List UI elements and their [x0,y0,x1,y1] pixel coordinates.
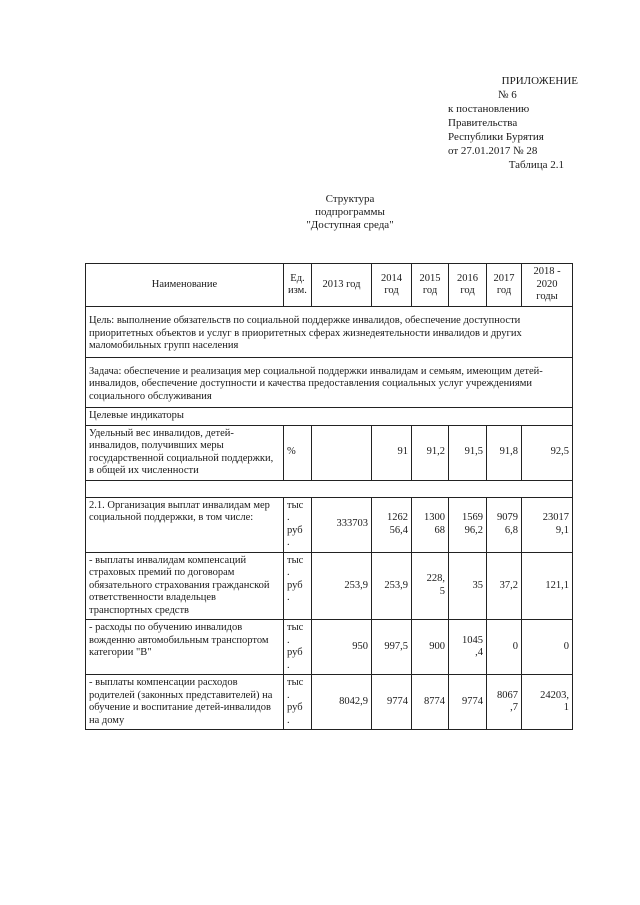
document-title [250,193,450,232]
indicator-row [86,425,573,480]
spacer-cell [86,480,573,497]
subprogram-table [85,263,573,730]
indicator-name: Удельный вес инвалидов, детей-инвалидов, получивших меры государственной социальной поддержки, в общей их численности [86,425,284,480]
task-row [86,357,573,408]
row-2016: 1045 ,4 [449,620,487,675]
goal-row [86,307,573,358]
indicator-2014: 91 [372,425,412,480]
row-2017: 0 [487,620,522,675]
table-row [86,620,573,675]
row-2018-2020: 24203, 1 [522,675,573,730]
appendix-header [448,74,578,172]
col-header-2016: 2016 год [449,264,487,307]
table-label: Таблица 2.1 [508,159,564,171]
appendix-line: к постановлению [448,103,530,115]
appendix-line: Республики Бурятия [448,131,544,143]
title-line: Структура [325,193,375,205]
row-2016: 1569 96,2 [449,497,487,552]
appendix-line: от 27.01.2017 № 28 [448,145,538,157]
row-2017: 37,2 [487,552,522,620]
indicator-2017: 91,8 [487,425,522,480]
row-2018-2020: 23017 9,1 [522,497,573,552]
row-unit: тыс . руб . [284,675,312,730]
row-2015: 900 [412,620,449,675]
appendix-number: № 6 [498,89,517,101]
row-2017: 8067 ,7 [487,675,522,730]
row-name: 2.1. Организация выплат инвалидам мер социальной поддержки, в том числе: [86,497,284,552]
col-header-2013: 2013 год [312,264,372,307]
row-2017: 9079 6,8 [487,497,522,552]
row-name: - выплаты компенсации расходов родителей (законных представителей) на обучение и воспитание детей-инвалидов на дому [86,675,284,730]
col-header-name: Наименование [86,264,284,307]
row-unit: тыс . руб . [284,497,312,552]
col-header-2017: 2017 год [487,264,522,307]
row-2018-2020: 121,1 [522,552,573,620]
row-2016: 35 [449,552,487,620]
row-2014: 997,5 [372,620,412,675]
row-2013: 950 [312,620,372,675]
row-unit: тыс . руб . [284,552,312,620]
row-2015: 8774 [412,675,449,730]
row-name: - расходы по обучению инвалидов вожденню автомобильным транспортом категории "В" [86,620,284,675]
col-header-unit: Ед. изм. [284,264,312,307]
row-2014: 1262 56,4 [372,497,412,552]
row-2013: 333703 [312,497,372,552]
task-text: Задача: обеспечение и реализация мер социальной поддержки инвалидам и семьям, имеющим детей-инвалидов, обеспечение доступности и качества предоставления социальных услуг учреждениями социального обслуживания [86,357,573,408]
col-header-2015: 2015 год [412,264,449,307]
title-line: подпрограммы [315,206,385,218]
table-row [86,552,573,620]
table-header-row [86,264,573,307]
indicators-label: Целевые индикаторы [86,408,573,426]
title-line: "Доступная среда" [306,219,394,231]
table-row [86,675,573,730]
indicator-2013 [312,425,372,480]
indicator-2015: 91,2 [412,425,449,480]
appendix-title: ПРИЛОЖЕНИЕ [501,75,578,87]
goal-text: Цель: выполнение обязательств по социальной поддержке инвалидов, обеспечение доступности приоритетных объектов и услуг в приоритетных сферах жизнедеятельности инвалидов и других маломобильных групп населения [86,307,573,358]
indicator-unit: % [284,425,312,480]
appendix-line: Правительства [448,117,518,129]
indicator-2018-2020: 92,5 [522,425,573,480]
col-header-2014: 2014 год [372,264,412,307]
row-2013: 8042,9 [312,675,372,730]
indicators-label-row [86,408,573,426]
indicator-2016: 91,5 [449,425,487,480]
spacer-row [86,480,573,497]
row-2015: 228, 5 [412,552,449,620]
row-2014: 9774 [372,675,412,730]
table-row [86,497,573,552]
row-2016: 9774 [449,675,487,730]
row-2013: 253,9 [312,552,372,620]
row-2014: 253,9 [372,552,412,620]
row-2015: 1300 68 [412,497,449,552]
col-header-2018-2020: 2018 - 2020 годы [522,264,573,307]
row-2018-2020: 0 [522,620,573,675]
row-unit: тыс . руб . [284,620,312,675]
row-name: - выплаты инвалидам компенсаций страховых премий по договорам обязательного страхования гражданской ответственности владельцев транспортных средств [86,552,284,620]
